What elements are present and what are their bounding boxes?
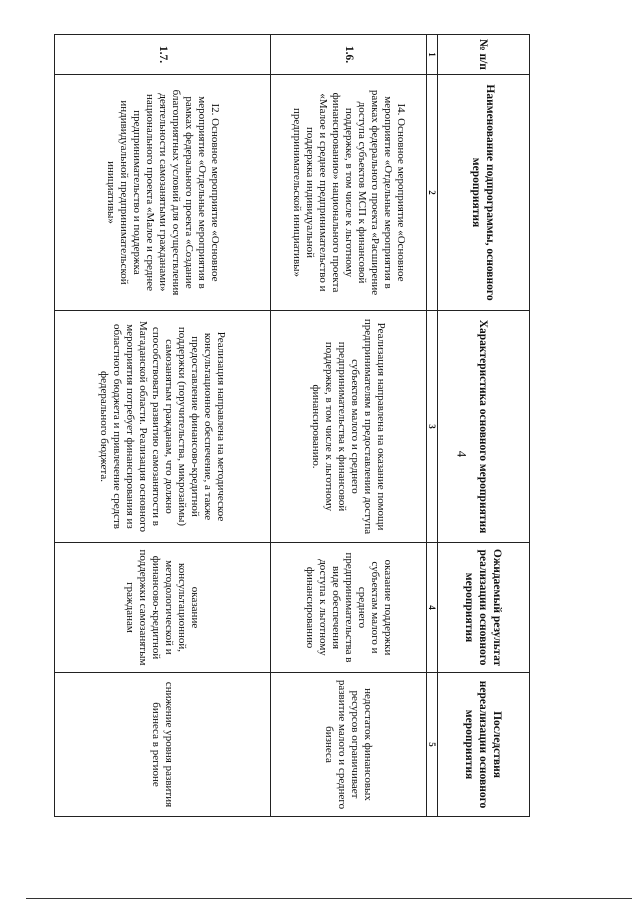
- table-row: [271, 35, 427, 817]
- measure-description: Реализация направлена на методическое консультационное обеспечение, а также предоставление финансово-кредитной поддержки (поручительства, микрозаймы) самозанятым гражданам, что должно способствовать развитию самозанятости в Магаданской области. Реализация основного мероприятия потребует финансирования из областного бюджета и привлечение средств федерального бюджета.: [55, 311, 271, 543]
- row-number: 1.7.: [55, 35, 271, 75]
- header-desc: Характеристика основного мероприятия: [438, 311, 530, 543]
- column-number: 1: [427, 35, 438, 75]
- column-number: 4: [427, 543, 438, 673]
- consequences: недостаток финансовых ресурсов ограничивает развитие малого и среднего бизнеса: [271, 673, 427, 817]
- measures-table: [54, 34, 530, 817]
- header-result: Ожидаемый результат реализации основного мероприятия: [438, 543, 530, 673]
- measure-name: I2. Основное мероприятие «Основное мероприятие «Отдельные мероприятия в рамках федерального проекта «Создание благоприятных условий для осуществления деятельности самозанятыми гражданами» национального проекта «Малое и среднее предпринимательство и поддержка индивидуальной предпринимательской инициативы»: [55, 75, 271, 311]
- table-row: [55, 35, 271, 817]
- header-no: № п/п: [438, 35, 530, 75]
- page-number: 4: [454, 450, 470, 458]
- consequences: снижение уровня развития бизнеса в регионе: [55, 673, 271, 817]
- header-consequences: Последствия нереализации основного мероприятия: [438, 673, 530, 817]
- column-number-row: [427, 35, 438, 817]
- row-number: 1.6.: [271, 35, 427, 75]
- rotated-table-container: [54, 34, 530, 816]
- expected-result: оказание поддержки субъектам малого и среднего предпринимательства в виде обеспечения доступа к льготному финансированию: [271, 543, 427, 673]
- header-row: [438, 35, 530, 817]
- measure-name: I4. Основное мероприятие «Основное мероприятие «Отдельные мероприятия в рамках федерального проекта «Расширение доступа субъектов МСП к финансовой поддержке, в том числе к льготному финансированию» национального проекта «Малое и среднее предпринимательство и поддержка индивидуальной предпринимательской инициативы»: [271, 75, 427, 311]
- column-number: 5: [427, 673, 438, 817]
- expected-result: оказание консультационной, методологической и финансово-кредитной поддержки самозанятым гражданам: [55, 543, 271, 673]
- column-number: 3: [427, 311, 438, 543]
- measure-description: Реализация направлена на оказание помощи предпринимателям в предоставлении доступа субъектов малого и среднего предпринимательства к финансовой поддержке, в том числе к льготному финансированию.: [271, 311, 427, 543]
- table-sheet: [54, 34, 640, 810]
- column-number: 2: [427, 75, 438, 311]
- page-bottom-rule: [26, 898, 632, 899]
- header-name: Наименование подпрограммы, основного мероприятия: [438, 75, 530, 311]
